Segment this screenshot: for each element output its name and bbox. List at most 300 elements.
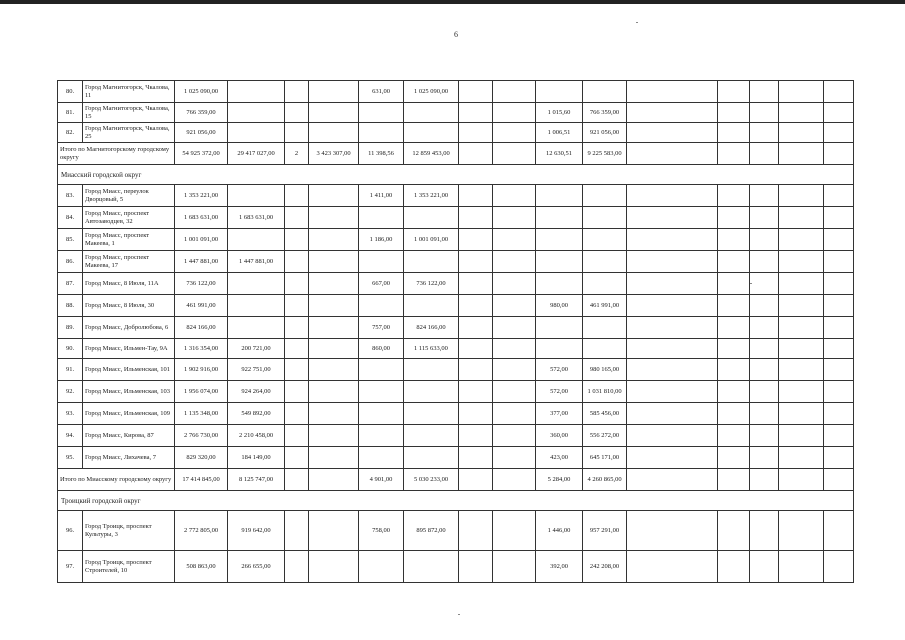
table-cell bbox=[493, 81, 536, 103]
table-cell bbox=[750, 103, 779, 123]
row-address: Город Магнитогорск, Чкалова, 25 bbox=[83, 123, 175, 143]
table-cell bbox=[285, 317, 309, 339]
budget-table bbox=[57, 80, 854, 583]
table-cell bbox=[285, 81, 309, 103]
table-cell: 1 353 221,00 bbox=[404, 185, 459, 207]
table-cell: 508 863,00 bbox=[175, 551, 228, 583]
table-cell: 392,00 bbox=[536, 551, 583, 583]
table-cell bbox=[583, 229, 627, 251]
row-number: 85. bbox=[58, 229, 83, 251]
table-cell bbox=[536, 339, 583, 359]
table-cell bbox=[359, 295, 404, 317]
table-cell bbox=[309, 273, 359, 295]
table-row bbox=[58, 103, 854, 123]
table-cell bbox=[750, 123, 779, 143]
table-cell: 980 165,00 bbox=[583, 359, 627, 381]
table-cell bbox=[493, 469, 536, 491]
table-cell bbox=[824, 403, 854, 425]
table-cell bbox=[536, 317, 583, 339]
table-cell: 2 766 730,00 bbox=[175, 425, 228, 447]
table-cell bbox=[750, 81, 779, 103]
table-cell bbox=[359, 447, 404, 469]
table-cell bbox=[750, 273, 779, 295]
table-cell bbox=[824, 511, 854, 551]
table-cell bbox=[493, 551, 536, 583]
table-cell: 11 398,56 bbox=[359, 143, 404, 165]
table-cell bbox=[750, 251, 779, 273]
table-cell bbox=[583, 317, 627, 339]
table-cell bbox=[404, 551, 459, 583]
table-cell bbox=[459, 229, 493, 251]
table-cell bbox=[718, 123, 750, 143]
table-cell: 829 320,00 bbox=[175, 447, 228, 469]
table-cell: 360,00 bbox=[536, 425, 583, 447]
table-cell bbox=[627, 359, 718, 381]
table-cell bbox=[779, 511, 824, 551]
table-cell bbox=[779, 123, 824, 143]
row-number: 94. bbox=[58, 425, 83, 447]
table-cell bbox=[404, 207, 459, 229]
table-cell bbox=[824, 317, 854, 339]
table-cell bbox=[627, 511, 718, 551]
table-cell bbox=[309, 359, 359, 381]
table-cell: 556 272,00 bbox=[583, 425, 627, 447]
table-cell bbox=[627, 317, 718, 339]
table-cell bbox=[285, 425, 309, 447]
table-cell bbox=[627, 273, 718, 295]
table-cell: 667,00 bbox=[359, 273, 404, 295]
table-cell bbox=[493, 185, 536, 207]
row-address: Город Миасс, Ильменская, 103 bbox=[83, 381, 175, 403]
table-cell: 1 446,00 bbox=[536, 511, 583, 551]
section-title: Троицкий городской округ bbox=[58, 491, 854, 511]
row-number: 91. bbox=[58, 359, 83, 381]
table-cell bbox=[750, 447, 779, 469]
table-row bbox=[58, 339, 854, 359]
table-cell bbox=[459, 317, 493, 339]
table-cell: 1 006,51 bbox=[536, 123, 583, 143]
table-cell: 1 447 881,00 bbox=[175, 251, 228, 273]
table-cell: 2 210 458,00 bbox=[228, 425, 285, 447]
table-cell: 266 655,00 bbox=[228, 551, 285, 583]
table-cell bbox=[750, 511, 779, 551]
table-cell: 5 030 233,00 bbox=[404, 469, 459, 491]
table-row bbox=[58, 251, 854, 273]
table-cell bbox=[309, 103, 359, 123]
table-cell bbox=[493, 511, 536, 551]
row-number: 87. bbox=[58, 273, 83, 295]
table-cell: 461 991,00 bbox=[583, 295, 627, 317]
table-cell bbox=[627, 229, 718, 251]
table-cell bbox=[285, 185, 309, 207]
table-cell bbox=[718, 229, 750, 251]
table-cell bbox=[718, 103, 750, 123]
table-row bbox=[58, 81, 854, 103]
row-number: 81. bbox=[58, 103, 83, 123]
table-cell bbox=[459, 103, 493, 123]
row-number: 89. bbox=[58, 317, 83, 339]
table-cell bbox=[583, 207, 627, 229]
table-cell bbox=[459, 447, 493, 469]
row-number: 83. bbox=[58, 185, 83, 207]
table-cell: 1 001 091,00 bbox=[404, 229, 459, 251]
table-cell bbox=[459, 425, 493, 447]
table-cell bbox=[718, 295, 750, 317]
table-cell bbox=[459, 381, 493, 403]
table-cell: 4 901,00 bbox=[359, 469, 404, 491]
table-cell bbox=[536, 229, 583, 251]
table-cell: 736 122,00 bbox=[175, 273, 228, 295]
table-cell: 1 683 631,00 bbox=[228, 207, 285, 229]
table-cell: 377,00 bbox=[536, 403, 583, 425]
table-cell bbox=[359, 359, 404, 381]
table-cell bbox=[228, 229, 285, 251]
table-row bbox=[58, 359, 854, 381]
table-cell bbox=[285, 381, 309, 403]
table-cell bbox=[824, 207, 854, 229]
table-cell bbox=[750, 229, 779, 251]
table-cell bbox=[718, 551, 750, 583]
table-cell bbox=[459, 295, 493, 317]
table-cell: 3 423 307,00 bbox=[309, 143, 359, 165]
table-cell: 423,00 bbox=[536, 447, 583, 469]
table-cell: 921 056,00 bbox=[583, 123, 627, 143]
table-cell bbox=[718, 143, 750, 165]
table-cell bbox=[627, 425, 718, 447]
row-number: 88. bbox=[58, 295, 83, 317]
table-cell bbox=[824, 251, 854, 273]
row-address: Город Миасс, переулок Дворцовый, 5 bbox=[83, 185, 175, 207]
table-cell: 924 264,00 bbox=[228, 381, 285, 403]
table-cell bbox=[824, 103, 854, 123]
table-cell: 766 359,00 bbox=[175, 103, 228, 123]
row-number: 84. bbox=[58, 207, 83, 229]
table-cell: 645 171,00 bbox=[583, 447, 627, 469]
row-number: 92. bbox=[58, 381, 83, 403]
table-cell bbox=[824, 229, 854, 251]
table-cell bbox=[309, 511, 359, 551]
table-cell bbox=[493, 103, 536, 123]
scan-speck bbox=[750, 283, 752, 284]
table-cell bbox=[718, 207, 750, 229]
table-cell bbox=[779, 425, 824, 447]
table-cell: 1 031 810,00 bbox=[583, 381, 627, 403]
table-cell bbox=[359, 207, 404, 229]
table-cell bbox=[583, 251, 627, 273]
row-address: Город Миасс, 8 Июля, 30 bbox=[83, 295, 175, 317]
table-cell bbox=[359, 103, 404, 123]
table-cell: 184 149,00 bbox=[228, 447, 285, 469]
table-cell bbox=[309, 447, 359, 469]
table-cell bbox=[627, 123, 718, 143]
table-cell bbox=[779, 273, 824, 295]
table-cell: 200 721,00 bbox=[228, 339, 285, 359]
table-cell bbox=[285, 251, 309, 273]
table-cell bbox=[750, 295, 779, 317]
table-cell: 824 166,00 bbox=[404, 317, 459, 339]
table-cell bbox=[359, 123, 404, 143]
table-cell bbox=[583, 81, 627, 103]
table-cell bbox=[493, 381, 536, 403]
table-row bbox=[58, 185, 854, 207]
table-cell: 12 859 453,00 bbox=[404, 143, 459, 165]
table-cell bbox=[359, 403, 404, 425]
table-cell bbox=[309, 251, 359, 273]
page-number: 6 bbox=[454, 30, 458, 39]
table-cell bbox=[228, 273, 285, 295]
table-cell bbox=[404, 359, 459, 381]
table-cell bbox=[718, 425, 750, 447]
row-address: Город Миасс, проспект Макеева, 17 bbox=[83, 251, 175, 273]
scan-speck bbox=[458, 614, 460, 615]
table-cell bbox=[493, 359, 536, 381]
table-cell: 1 015,60 bbox=[536, 103, 583, 123]
table-cell bbox=[536, 273, 583, 295]
table-cell bbox=[493, 425, 536, 447]
table-cell bbox=[750, 359, 779, 381]
table-cell: 758,00 bbox=[359, 511, 404, 551]
table-cell bbox=[459, 185, 493, 207]
table-cell bbox=[285, 339, 309, 359]
table-cell bbox=[309, 123, 359, 143]
table-cell: 1 025 090,00 bbox=[175, 81, 228, 103]
table-cell bbox=[228, 185, 285, 207]
table-cell: 957 291,00 bbox=[583, 511, 627, 551]
table-cell bbox=[493, 207, 536, 229]
total-row bbox=[58, 143, 854, 165]
table-cell bbox=[309, 295, 359, 317]
table-cell bbox=[750, 403, 779, 425]
table-cell bbox=[779, 229, 824, 251]
row-number: 86. bbox=[58, 251, 83, 273]
table-cell bbox=[779, 381, 824, 403]
table-cell bbox=[627, 185, 718, 207]
table-cell bbox=[627, 447, 718, 469]
table-cell bbox=[309, 317, 359, 339]
table-cell bbox=[285, 403, 309, 425]
table-cell bbox=[359, 251, 404, 273]
table-cell bbox=[779, 185, 824, 207]
table-cell: 921 056,00 bbox=[175, 123, 228, 143]
table-cell: 1 447 881,00 bbox=[228, 251, 285, 273]
table-cell bbox=[493, 273, 536, 295]
table-row bbox=[58, 425, 854, 447]
table-cell bbox=[536, 81, 583, 103]
row-number: 95. bbox=[58, 447, 83, 469]
table-row bbox=[58, 273, 854, 295]
table-cell bbox=[459, 511, 493, 551]
table-cell bbox=[750, 207, 779, 229]
row-address: Город Миасс, Лихачева, 7 bbox=[83, 447, 175, 469]
table-cell: 1 411,00 bbox=[359, 185, 404, 207]
table-cell bbox=[309, 381, 359, 403]
table-cell bbox=[493, 339, 536, 359]
row-number: 96. bbox=[58, 511, 83, 551]
table-cell bbox=[459, 81, 493, 103]
table-cell bbox=[359, 425, 404, 447]
row-address: Город Магнитогорск, Чкалова, 11 bbox=[83, 81, 175, 103]
row-number: 90. bbox=[58, 339, 83, 359]
table-row bbox=[58, 123, 854, 143]
table-cell bbox=[359, 551, 404, 583]
table-cell bbox=[779, 207, 824, 229]
table-cell bbox=[718, 339, 750, 359]
row-address: Город Миасс, Ильменская, 109 bbox=[83, 403, 175, 425]
table-cell bbox=[359, 381, 404, 403]
table-cell bbox=[718, 381, 750, 403]
table-cell bbox=[309, 469, 359, 491]
table-cell bbox=[824, 359, 854, 381]
table-cell bbox=[285, 123, 309, 143]
table-cell bbox=[404, 123, 459, 143]
table-cell bbox=[459, 339, 493, 359]
table-cell bbox=[285, 551, 309, 583]
table-cell bbox=[309, 185, 359, 207]
table-cell: 736 122,00 bbox=[404, 273, 459, 295]
table-cell bbox=[404, 103, 459, 123]
row-address: Город Миасс, Ильмен-Тау, 9А bbox=[83, 339, 175, 359]
table-cell bbox=[824, 469, 854, 491]
table-cell: 1 353 221,00 bbox=[175, 185, 228, 207]
table-cell bbox=[627, 381, 718, 403]
table-cell bbox=[824, 185, 854, 207]
table-cell bbox=[718, 447, 750, 469]
table-cell bbox=[750, 185, 779, 207]
table-cell bbox=[718, 469, 750, 491]
table-cell: 1 135 348,00 bbox=[175, 403, 228, 425]
table-cell bbox=[309, 207, 359, 229]
table-cell bbox=[718, 359, 750, 381]
table-cell: 2 772 805,00 bbox=[175, 511, 228, 551]
table-cell: 9 225 583,00 bbox=[583, 143, 627, 165]
table-cell: 1 902 916,00 bbox=[175, 359, 228, 381]
table-row bbox=[58, 403, 854, 425]
table-cell: 1 316 354,00 bbox=[175, 339, 228, 359]
table-cell bbox=[228, 123, 285, 143]
table-cell bbox=[824, 123, 854, 143]
table-cell bbox=[536, 207, 583, 229]
table-cell bbox=[824, 143, 854, 165]
table-cell bbox=[750, 381, 779, 403]
table-cell: 585 456,00 bbox=[583, 403, 627, 425]
table-cell bbox=[779, 403, 824, 425]
table-cell: 2 bbox=[285, 143, 309, 165]
table-cell bbox=[718, 81, 750, 103]
table-cell bbox=[285, 447, 309, 469]
table-cell bbox=[750, 317, 779, 339]
section-title: Миасский городской округ bbox=[58, 165, 854, 185]
table-cell: 1 001 091,00 bbox=[175, 229, 228, 251]
table-cell: 8 125 747,00 bbox=[228, 469, 285, 491]
scan-speck bbox=[636, 22, 638, 23]
table-cell bbox=[583, 185, 627, 207]
table-cell bbox=[627, 103, 718, 123]
table-cell bbox=[627, 551, 718, 583]
table-cell: 29 417 027,00 bbox=[228, 143, 285, 165]
table-cell bbox=[285, 273, 309, 295]
table-cell: 17 414 845,00 bbox=[175, 469, 228, 491]
table-cell bbox=[718, 317, 750, 339]
table-cell bbox=[404, 447, 459, 469]
table-cell bbox=[583, 273, 627, 295]
table-row bbox=[58, 229, 854, 251]
table-cell bbox=[493, 123, 536, 143]
table-cell bbox=[779, 81, 824, 103]
table-cell: 824 166,00 bbox=[175, 317, 228, 339]
table-cell bbox=[228, 317, 285, 339]
table-cell bbox=[459, 403, 493, 425]
table-cell bbox=[309, 425, 359, 447]
table-cell bbox=[459, 551, 493, 583]
table-row bbox=[58, 381, 854, 403]
table-cell bbox=[779, 251, 824, 273]
table-cell bbox=[404, 295, 459, 317]
table-cell bbox=[779, 143, 824, 165]
row-number: 93. bbox=[58, 403, 83, 425]
table-cell bbox=[228, 295, 285, 317]
table-cell bbox=[493, 251, 536, 273]
table-cell: 1 683 631,00 bbox=[175, 207, 228, 229]
table-cell bbox=[404, 381, 459, 403]
table-cell bbox=[285, 295, 309, 317]
table-cell bbox=[285, 511, 309, 551]
table-cell: 12 630,51 bbox=[536, 143, 583, 165]
table-cell bbox=[824, 81, 854, 103]
table-cell bbox=[404, 251, 459, 273]
section-row bbox=[58, 165, 854, 185]
table-cell bbox=[309, 339, 359, 359]
table-cell bbox=[459, 143, 493, 165]
table-row bbox=[58, 207, 854, 229]
table-cell bbox=[404, 403, 459, 425]
table-cell bbox=[627, 339, 718, 359]
table-cell bbox=[824, 551, 854, 583]
table-cell bbox=[824, 273, 854, 295]
section-row bbox=[58, 491, 854, 511]
table-cell: 766 359,00 bbox=[583, 103, 627, 123]
table-cell: 860,00 bbox=[359, 339, 404, 359]
table-cell bbox=[309, 403, 359, 425]
table-cell: 1 956 074,00 bbox=[175, 381, 228, 403]
table-cell bbox=[285, 207, 309, 229]
table-cell: 757,00 bbox=[359, 317, 404, 339]
table-cell bbox=[627, 469, 718, 491]
row-address: Город Троицк, проспект Культуры, 3 bbox=[83, 511, 175, 551]
row-address: Город Миасс, Кирова, 87 bbox=[83, 425, 175, 447]
table-cell bbox=[779, 103, 824, 123]
table-cell bbox=[536, 251, 583, 273]
table-cell bbox=[627, 251, 718, 273]
table-cell bbox=[750, 143, 779, 165]
row-address: Город Миасс, Добролюбова, 6 bbox=[83, 317, 175, 339]
table-cell bbox=[779, 551, 824, 583]
table-cell: 54 925 372,00 bbox=[175, 143, 228, 165]
table-cell: 242 208,00 bbox=[583, 551, 627, 583]
row-number: 82. bbox=[58, 123, 83, 143]
table-cell: 5 284,00 bbox=[536, 469, 583, 491]
table-cell bbox=[459, 251, 493, 273]
table-cell: 461 991,00 bbox=[175, 295, 228, 317]
table-cell: 1 025 090,00 bbox=[404, 81, 459, 103]
row-address: Город Магнитогорск, Чкалова, 15 bbox=[83, 103, 175, 123]
table-cell bbox=[627, 81, 718, 103]
table-cell: 1 115 633,00 bbox=[404, 339, 459, 359]
table-cell bbox=[459, 123, 493, 143]
table-cell bbox=[824, 339, 854, 359]
table-cell bbox=[750, 469, 779, 491]
table-body bbox=[58, 81, 854, 583]
table-cell bbox=[309, 81, 359, 103]
